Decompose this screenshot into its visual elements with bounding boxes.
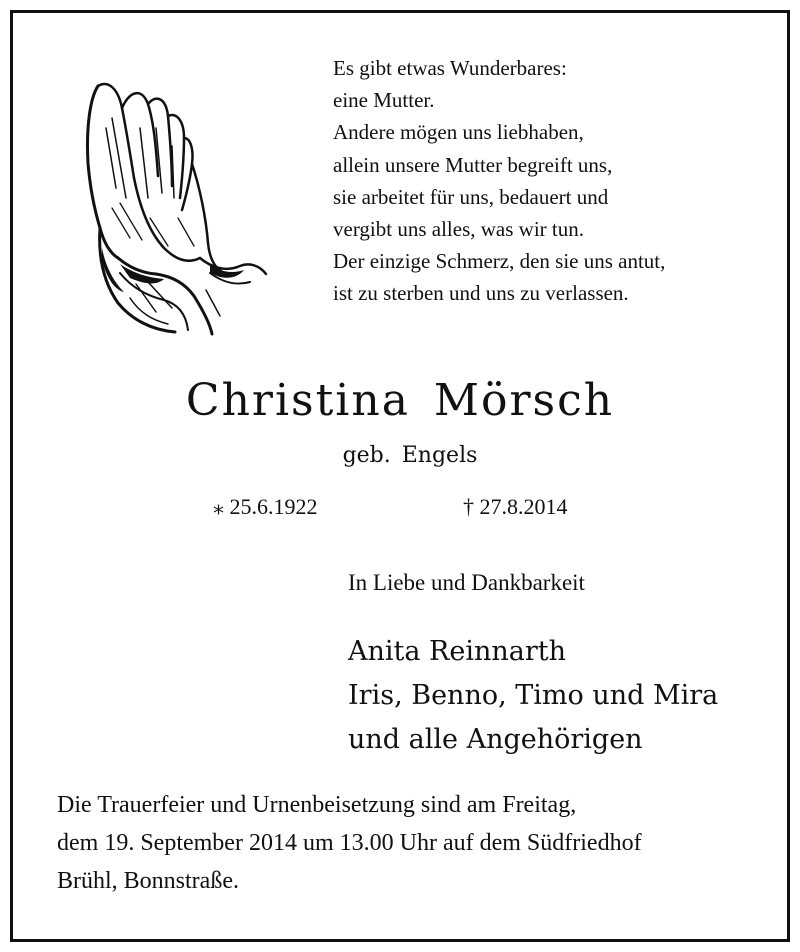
funeral-line: dem 19. September 2014 um 13.00 Uhr auf dem Südfriedhof <box>57 830 642 856</box>
funeral-line: Brühl, Bonnstraße. <box>57 868 239 894</box>
mourner-line: und alle Angehörigen <box>348 724 643 755</box>
poem-line: sie arbeitet für uns, bedauert und <box>333 184 609 209</box>
funeral-details <box>57 786 777 900</box>
poem <box>333 52 773 310</box>
poem-line: eine Mutter. <box>333 88 435 113</box>
poem-line: Der einzige Schmerz, den sie uns antut, <box>333 249 666 274</box>
poem-line: allein unsere Mutter begreift uns, <box>333 152 613 177</box>
poem-line: ist zu sterben und uns zu verlassen. <box>333 281 629 306</box>
deceased-name: Christina Mörsch <box>185 375 615 426</box>
mourner-line: Iris, Benno, Timo und Mira <box>348 680 719 711</box>
mourners-list <box>348 630 718 762</box>
dedication: In Liebe und Dankbarkeit <box>348 570 585 595</box>
death-date: † 27.8.2014 <box>463 494 568 519</box>
poem-line: Andere mögen uns liebhaben, <box>333 120 584 145</box>
poem-line: vergibt uns alles, was wir tun. <box>333 217 584 242</box>
funeral-line: Die Trauerfeier und Urnenbeisetzung sind am Freitag, <box>57 792 577 818</box>
birth-date: ⁎ 25.6.1922 <box>213 494 318 519</box>
mourner-line: Anita Reinnarth <box>348 636 567 667</box>
poem-line: Es gibt etwas Wunderbares: <box>333 56 567 80</box>
maiden-name: geb. Engels <box>342 443 478 468</box>
praying-hands-icon <box>60 68 270 338</box>
